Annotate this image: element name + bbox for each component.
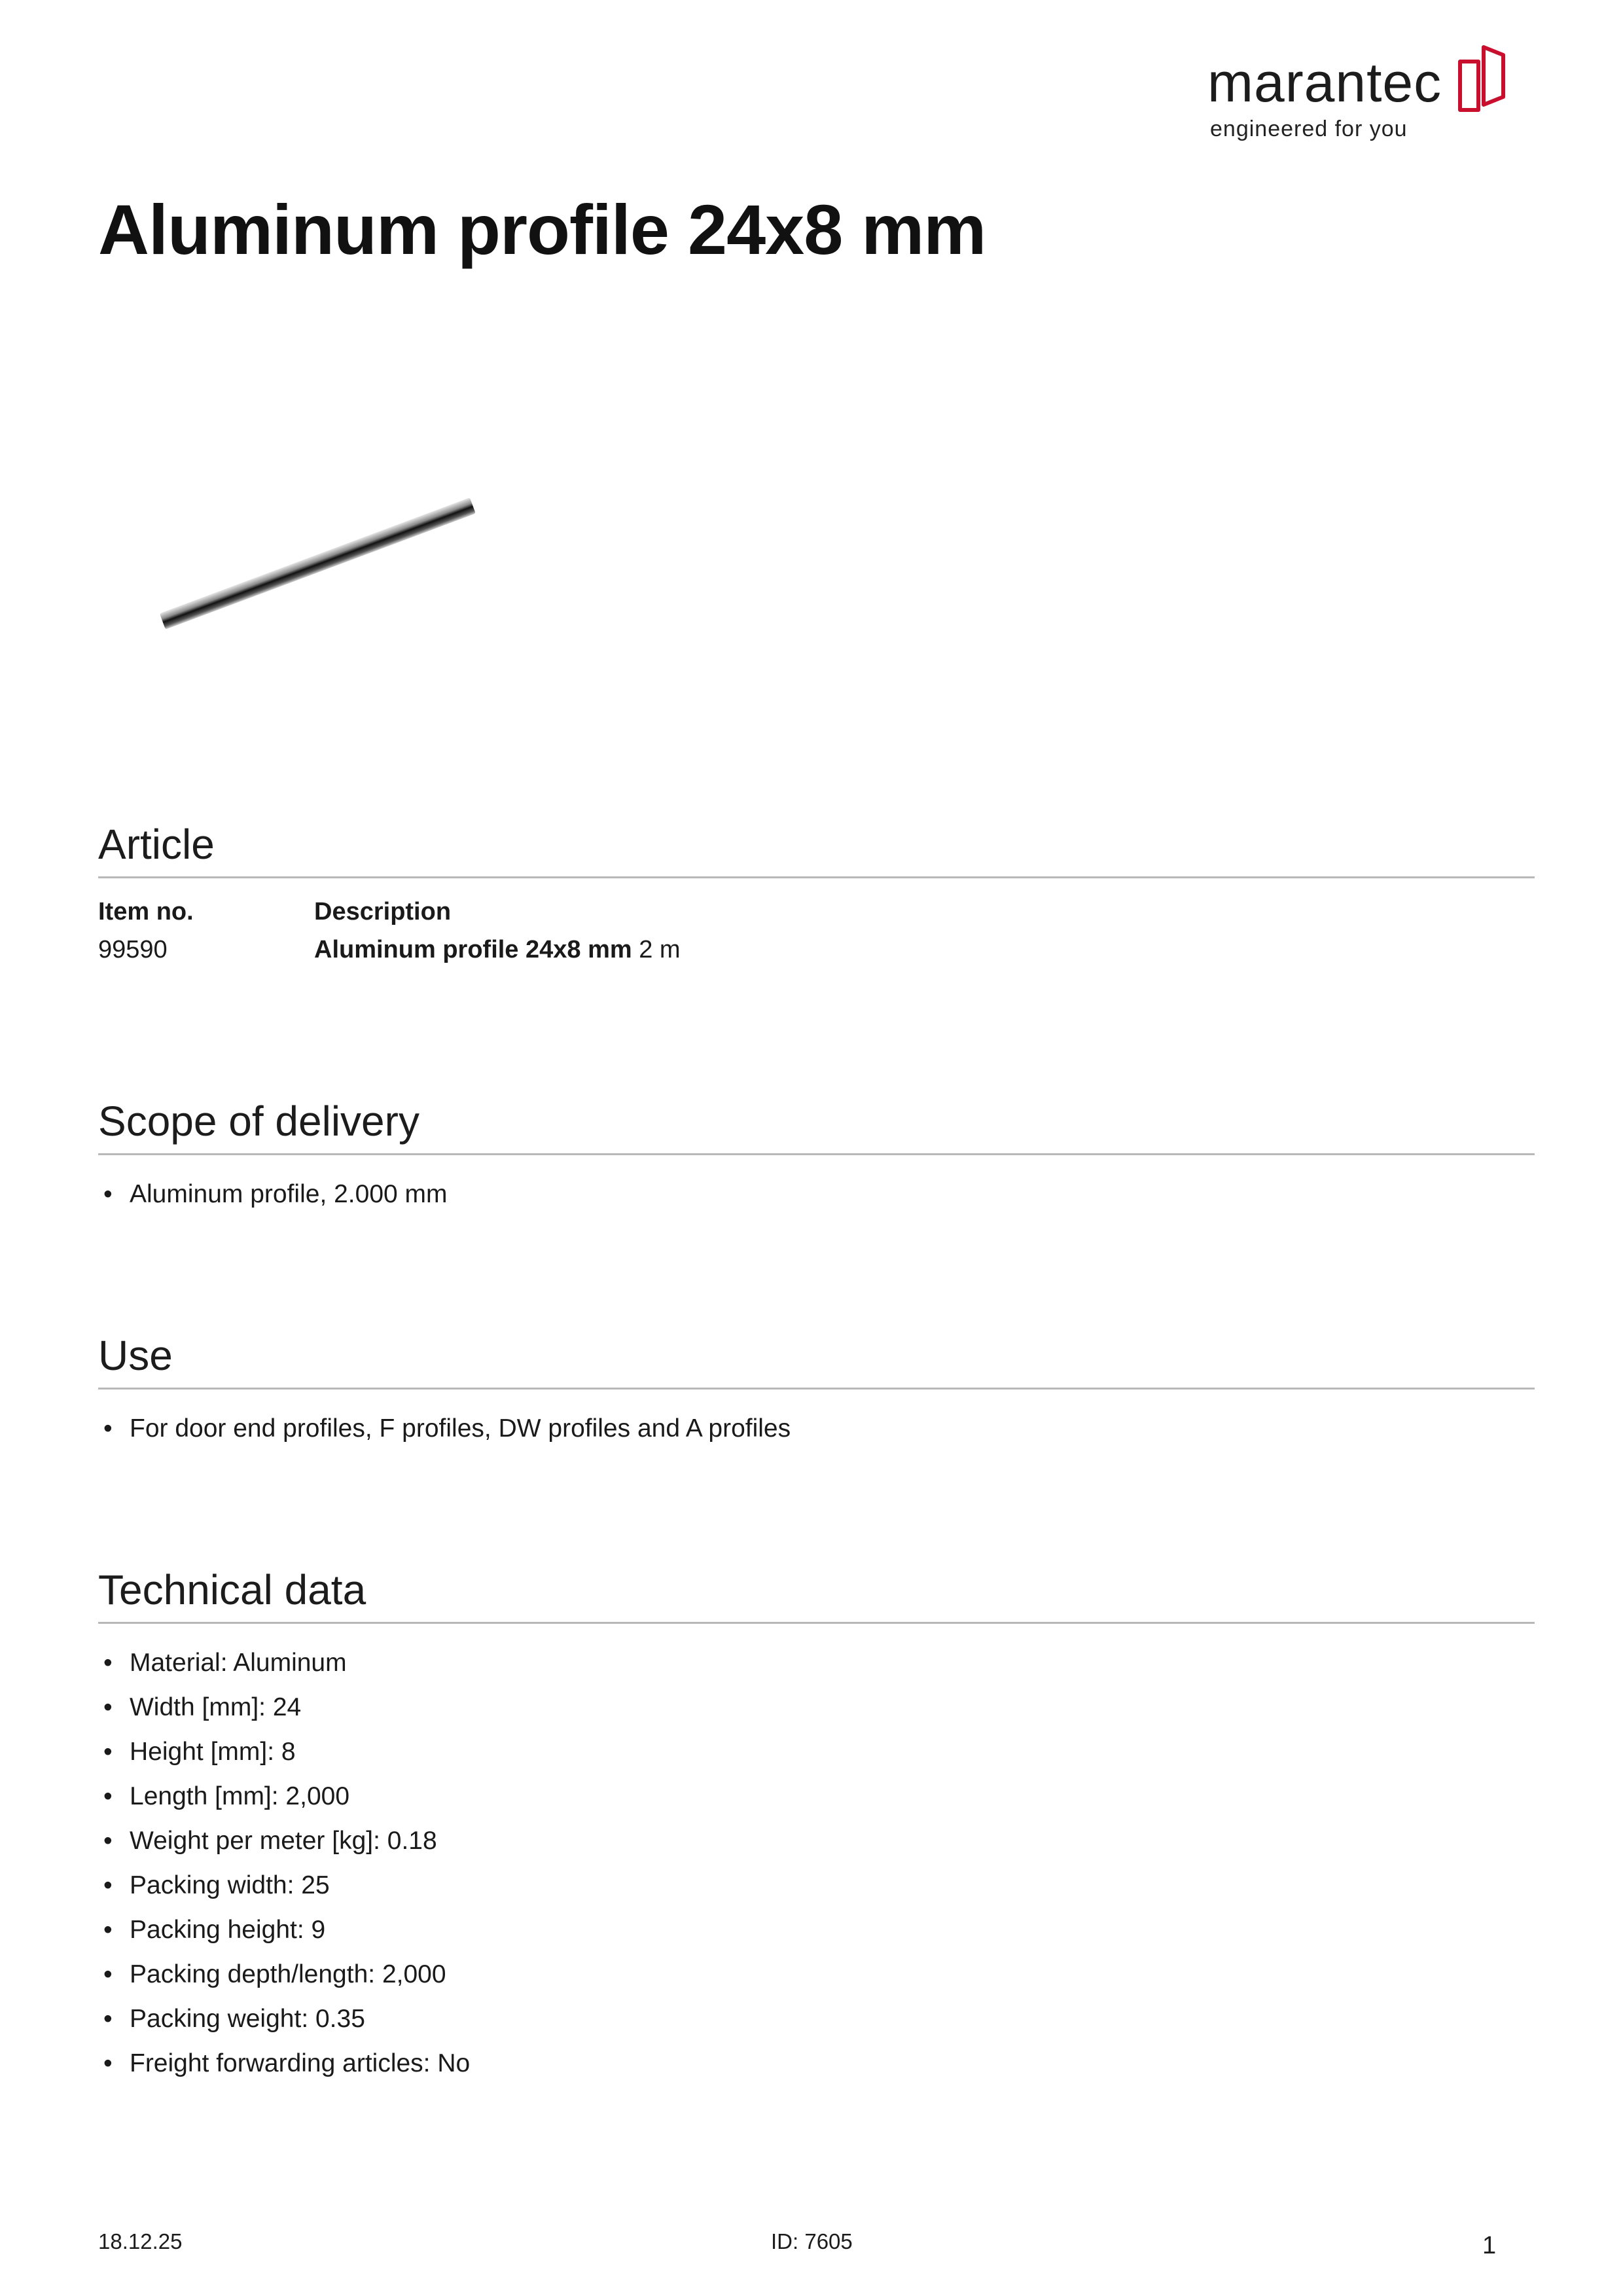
scope-section — [98, 1098, 1535, 1217]
footer-date: 18.12.25 — [98, 2229, 183, 2253]
list-item: • Packing width: 25 — [103, 1871, 330, 1900]
article-section — [98, 821, 1535, 969]
use-list — [98, 1407, 1535, 1451]
description-size: 2 m — [632, 936, 681, 964]
logo-mark-icon — [1456, 42, 1507, 115]
brand-logo — [1207, 42, 1508, 147]
table-row — [98, 931, 1535, 969]
use-heading: Use — [98, 1333, 1535, 1390]
list-item: • Width [mm]: 24 — [103, 1693, 302, 1722]
list-item: • For door end profiles, F profiles, DW profiles and A profiles — [103, 1414, 791, 1443]
article-table — [98, 893, 1535, 969]
technical-heading: Technical data — [98, 1567, 1535, 1624]
list-item: • Packing weight: 0.35 — [103, 2005, 365, 2034]
list-item: • Material: Aluminum — [103, 1649, 347, 1677]
logo-wordmark: marantec — [1207, 52, 1442, 113]
scope-list — [98, 1172, 1535, 1217]
item-no-value: 99590 — [98, 936, 168, 964]
item-no-header: Item no. — [98, 898, 194, 926]
aluminum-profile-bar-image — [157, 484, 478, 641]
article-heading: Article — [98, 821, 1535, 878]
page-title: Aluminum profile 24x8 mm — [98, 190, 986, 269]
technical-section — [98, 1567, 1535, 2086]
description-name: Aluminum profile 24x8 mm — [314, 936, 632, 964]
list-item: • Packing height: 9 — [103, 1916, 326, 1945]
description-value — [314, 931, 681, 969]
list-item: • Weight per meter [kg]: 0.18 — [103, 1827, 437, 1856]
list-item: • Freight forwarding articles: No — [103, 2049, 471, 2078]
list-item: • Length [mm]: 2,000 — [103, 1782, 350, 1811]
technical-list — [98, 1641, 1535, 2086]
footer-id: ID: 7605 — [771, 2229, 853, 2253]
logo-tagline: engineered for you — [1210, 117, 1408, 141]
article-table-header — [98, 893, 1535, 931]
list-item: • Packing depth/length: 2,000 — [103, 1960, 446, 1989]
use-section — [98, 1333, 1535, 1451]
page-number: 1 — [1482, 2232, 1497, 2259]
scope-heading: Scope of delivery — [98, 1098, 1535, 1155]
list-item: • Height [mm]: 8 — [103, 1738, 296, 1767]
description-header: Description — [314, 898, 452, 926]
list-item: • Aluminum profile, 2.000 mm — [103, 1180, 448, 1209]
